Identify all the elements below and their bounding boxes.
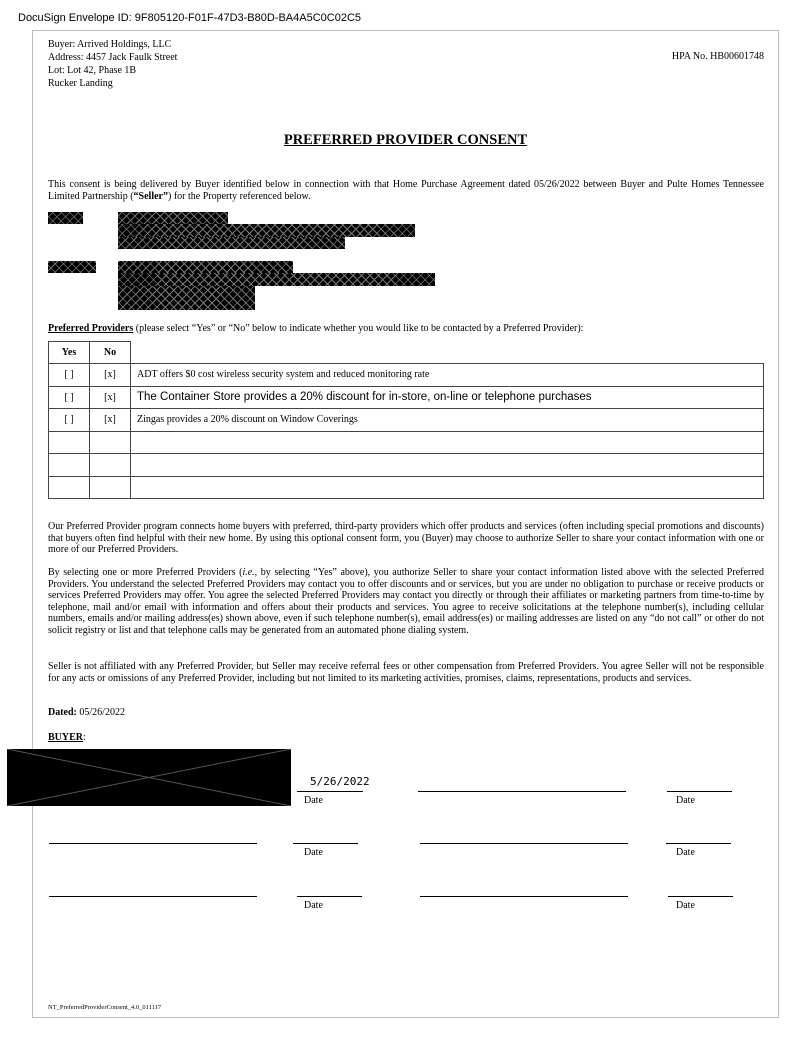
empty-cell bbox=[90, 454, 131, 477]
redacted-field bbox=[118, 237, 345, 249]
buyer-colon: : bbox=[83, 732, 86, 743]
empty-cell bbox=[49, 454, 90, 477]
intro-paragraph bbox=[48, 179, 764, 202]
date-line bbox=[297, 791, 363, 792]
date-line[interactable] bbox=[666, 843, 731, 844]
date-label: Date bbox=[676, 795, 695, 806]
redacted-field bbox=[118, 286, 255, 310]
no-checkbox[interactable]: [x] bbox=[90, 386, 131, 409]
intro-text: This consent is being delivered by Buyer identified below in connection with that Home Purchase Agreement dated 05/26/2022 between Buyer and Pulte Homes Tennessee Limited Partnership ( bbox=[48, 179, 764, 202]
auth-text: By selecting one or more Preferred Providers ( bbox=[48, 567, 243, 578]
intro-text-end: ) for the Property referenced below. bbox=[167, 190, 311, 202]
table-row bbox=[49, 431, 764, 454]
signed-date: 5/26/2022 bbox=[310, 775, 370, 788]
yes-column-header: Yes bbox=[49, 342, 90, 364]
table-row bbox=[49, 454, 764, 477]
table-row bbox=[49, 476, 764, 499]
redacted-field bbox=[118, 273, 435, 286]
signature-line[interactable] bbox=[49, 843, 257, 844]
preferred-instruction: (please select “Yes” or “No” below to indicate whether you would like to be contacted by a Preferred Provider): bbox=[133, 323, 584, 334]
empty-cell bbox=[49, 431, 90, 454]
empty-cell bbox=[131, 476, 764, 499]
date-line[interactable] bbox=[297, 896, 362, 897]
yes-checkbox[interactable]: [ ] bbox=[49, 386, 90, 409]
redacted-field bbox=[118, 224, 415, 237]
date-label: Date bbox=[304, 847, 323, 858]
disclaimer-paragraph: Seller is not affiliated with any Preferred Provider, but Seller may receive referral fees or other compensation from Preferred Providers. You agree Seller will not be responsible for any acts or omissions of any Preferred Provider, including but not limited to its marketing activities, promises, claims, representations, products and services. bbox=[48, 661, 764, 684]
date-label: Date bbox=[304, 900, 323, 911]
signature-line[interactable] bbox=[420, 843, 628, 844]
redacted-label bbox=[48, 261, 96, 273]
no-checkbox[interactable]: [x] bbox=[90, 364, 131, 387]
redacted-label bbox=[48, 212, 83, 224]
signature-line[interactable] bbox=[49, 896, 257, 897]
dated-label: Dated: bbox=[48, 707, 77, 718]
empty-cell bbox=[49, 476, 90, 499]
buyer-address: Address: 4457 Jack Faulk Street bbox=[48, 52, 178, 63]
preferred-providers-label: Preferred Providers bbox=[48, 323, 134, 334]
redacted-field bbox=[118, 261, 293, 273]
table-row bbox=[49, 386, 764, 409]
ie-term: i.e., bbox=[242, 567, 258, 578]
date-label: Date bbox=[676, 847, 695, 858]
table-row bbox=[49, 409, 764, 432]
buyer-label: BUYER bbox=[48, 732, 84, 743]
buyer-section-label bbox=[48, 732, 86, 743]
date-label: Date bbox=[304, 795, 323, 806]
signature-line[interactable] bbox=[420, 896, 628, 897]
preferred-providers-heading bbox=[48, 323, 583, 334]
date-label: Date bbox=[676, 900, 695, 911]
no-checkbox[interactable]: [x] bbox=[90, 409, 131, 432]
provider-table bbox=[48, 341, 764, 499]
program-paragraph: Our Preferred Provider program connects home buyers with preferred, third-party providers which offer products and services (often including special promotions and discounts) that buyers often find helpful with their new home. By using this optional consent form, you (Buyer) may choose to authorize Seller to share your contact information with one or more of our Preferred Providers. bbox=[48, 521, 764, 555]
hpa-number: HPA No. HB00601748 bbox=[671, 51, 764, 62]
empty-cell bbox=[90, 476, 131, 499]
no-column-header: No bbox=[90, 342, 131, 364]
redacted-field bbox=[118, 212, 228, 224]
yes-checkbox[interactable]: [ ] bbox=[49, 409, 90, 432]
table-header-row bbox=[49, 342, 764, 364]
yes-checkbox[interactable]: [ ] bbox=[49, 364, 90, 387]
community-name: Rucker Landing bbox=[48, 78, 113, 89]
form-footer: NT_PreferredProviderConsent_4.0_011117 bbox=[48, 1004, 162, 1011]
redacted-signature bbox=[7, 749, 291, 806]
page-title: PREFERRED PROVIDER CONSENT bbox=[283, 132, 528, 148]
empty-cell bbox=[90, 431, 131, 454]
date-line[interactable] bbox=[293, 843, 358, 844]
dated-value: 05/26/2022 bbox=[76, 707, 125, 718]
provider-offer: Zingas provides a 20% discount on Window Coverings bbox=[131, 409, 764, 432]
envelope-id: DocuSign Envelope ID: 9F805120-F01F-47D3-B80D-BA4A5C0C02C5 bbox=[18, 12, 362, 24]
auth-text-cont: by selecting “Yes” above), you authorize Seller to share your contact information listed above with the selected Preferred Providers. You understand the selected Preferred Providers may contact you to offer discounts and or services, but you are under no obligation to purchase or receive products or services Preferred Providers may offer. You agree the selected Preferred Providers may contact you directly or through their affiliates or marketing partners from time-to-time by telephone, mail and/or email with information and offers about their products and services. You agree to receive solicitations at the telephone number(s), including cellular numbers, emails and/or mailing address(es) shown above, even if such telephone number(s), email address(es) or mailing addresses are listed on any “do not call” or other do not solicit registry or list and that telephone calls may be generated from an automated phone dialing system. bbox=[48, 567, 764, 636]
table-header-blank bbox=[131, 342, 764, 364]
table-row bbox=[49, 364, 764, 387]
dated-line bbox=[48, 707, 125, 718]
buyer-lot: Lot: Lot 42, Phase 1B bbox=[48, 65, 137, 76]
empty-cell bbox=[131, 454, 764, 477]
empty-cell bbox=[131, 431, 764, 454]
authorization-paragraph bbox=[48, 567, 764, 636]
provider-offer: ADT offers $0 cost wireless security system and reduced monitoring rate bbox=[131, 364, 764, 387]
provider-offer: The Container Store provides a 20% discount for in-store, on-line or telephone purchases bbox=[131, 386, 764, 409]
date-line[interactable] bbox=[667, 791, 732, 792]
buyer-name: Buyer: Arrived Holdings, LLC bbox=[48, 39, 172, 50]
seller-term: “Seller” bbox=[133, 190, 168, 202]
signature-line[interactable] bbox=[418, 791, 626, 792]
buyer-header bbox=[48, 38, 177, 90]
date-line[interactable] bbox=[668, 896, 733, 897]
